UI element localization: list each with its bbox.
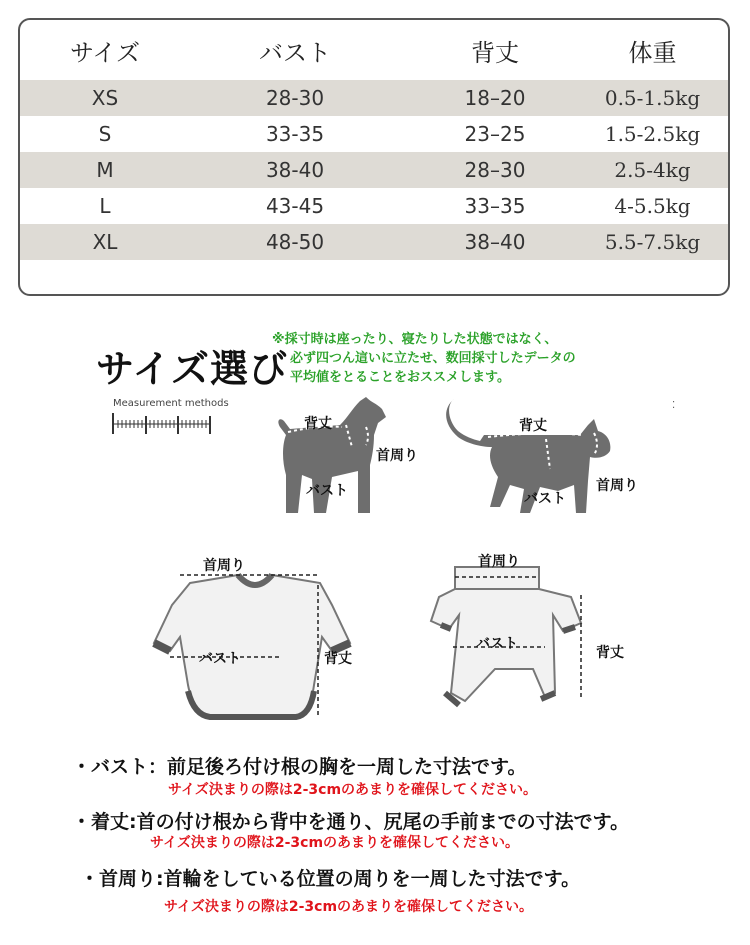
romper-bust-label: バスト	[476, 636, 518, 652]
neck-margin-note: サイズ決まりの際は2-3cmのあまりを確保してください。	[164, 899, 534, 915]
back-length-cell: 33–35	[464, 194, 526, 218]
cat-back-label: 背丈	[519, 418, 547, 434]
bust-cell: 43-45	[265, 194, 325, 218]
table-row	[20, 80, 728, 116]
bust-cell: 48-50	[265, 230, 325, 254]
size-cell: S	[98, 122, 112, 146]
guide-title: サイズ選び	[96, 347, 288, 391]
weight-cell: 2.5-4kg	[614, 158, 691, 182]
header-weight: 体重	[628, 38, 677, 67]
shirt-bust-label: バスト	[199, 651, 241, 667]
weight-cell: 1.5-2.5kg	[604, 122, 701, 146]
dog-bust-label: バスト	[306, 483, 348, 499]
bust-margin-note: サイズ決まりの際は2-3cmのあまりを確保してください。	[168, 782, 538, 798]
weight-cell: 5.5-7.5kg	[604, 230, 701, 254]
shirt-neck-label: 首周り	[203, 558, 245, 574]
header-bust: バスト	[259, 38, 331, 67]
size-cell: M	[96, 158, 114, 182]
table-header	[20, 20, 728, 80]
measuring-note	[272, 330, 712, 387]
length-margin-note: サイズ決まりの際は2-3cmのあまりを確保してください。	[150, 835, 520, 851]
note-line: 平均値をとることをおススメします。	[290, 370, 510, 385]
table-row	[20, 188, 728, 224]
back-length-cell: 38–40	[464, 230, 526, 254]
back-length-cell: 18–20	[464, 86, 526, 110]
bust-cell: 33-35	[265, 122, 325, 146]
romper-back-label: 背丈	[596, 645, 624, 661]
bust-cell: 28-30	[265, 86, 325, 110]
note-line: 必ず四つん這いに立たせ、数回採寸したデータの	[290, 351, 576, 366]
table-row	[20, 116, 728, 152]
size-cell: XS	[91, 86, 119, 110]
decorative-dots: ⁚	[672, 400, 676, 411]
note-line: ※採寸時は座ったり、寝たりした状態ではなく、	[272, 332, 558, 347]
romper-neck-label: 首周り	[478, 554, 520, 570]
size-cell: XL	[92, 230, 118, 254]
length-description: ・着丈:首の付け根から背中を通り、尻尾の手前までの寸法です。	[72, 811, 630, 833]
header-back-length: 背丈	[471, 38, 519, 67]
bust-description: ・バスト：前足後ろ付け根の胸を一周した寸法です。	[72, 756, 527, 778]
header-size: サイズ	[69, 38, 141, 67]
weight-cell: 4-5.5kg	[614, 194, 691, 218]
size-cell: L	[99, 194, 111, 218]
dog-neck-label: 首周り	[376, 448, 418, 464]
cat-neck-label: 首周り	[596, 478, 638, 494]
cat-bust-label: バスト	[524, 491, 566, 507]
table-row	[20, 152, 728, 188]
back-length-cell: 23–25	[464, 122, 526, 146]
size-chart-table	[18, 18, 730, 296]
weight-cell: 0.5-1.5kg	[604, 86, 701, 110]
bust-cell: 38-40	[265, 158, 325, 182]
dog-back-label: 背丈	[304, 416, 332, 432]
table-row	[20, 224, 728, 260]
shirt-back-label: 背丈	[324, 651, 352, 667]
ruler-icon	[112, 412, 212, 436]
measurement-methods-label: Measurement methods	[113, 398, 229, 409]
neck-description: ・首周り:首輪をしている位置の周りを一周した寸法です。	[80, 868, 581, 890]
back-length-cell: 28–30	[464, 158, 526, 182]
